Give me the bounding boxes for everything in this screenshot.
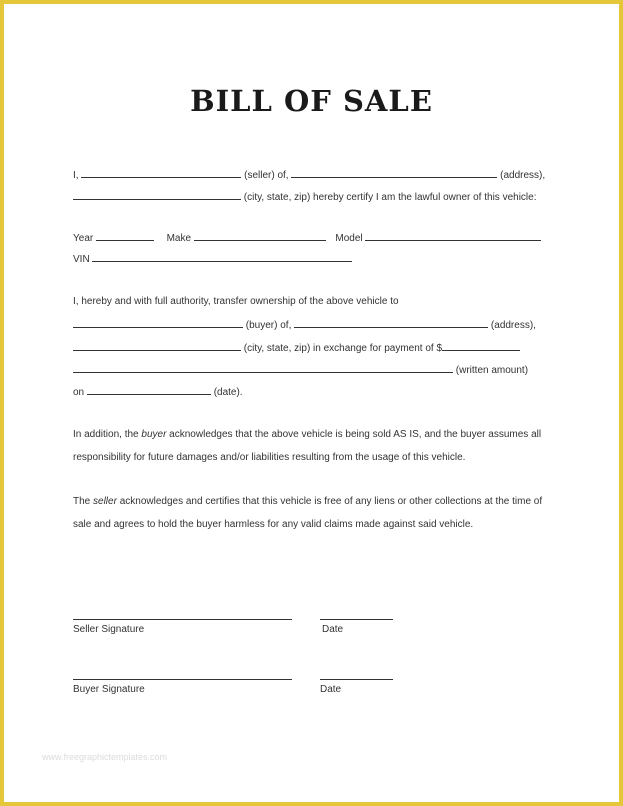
buyer-date-label: Date: [320, 684, 342, 695]
seller-address-field[interactable]: [291, 168, 497, 178]
document-title: BILL OF SALE: [190, 84, 433, 118]
sale-date-label: (date).: [213, 387, 243, 398]
terms-paragraph-2: [73, 491, 553, 536]
buyer-address-label: (address),: [490, 320, 536, 331]
sale-date-line: [73, 385, 243, 399]
make-label: Make: [166, 233, 192, 244]
watermark: www.freegraphictemplates.com: [42, 752, 168, 762]
year-field[interactable]: [96, 231, 154, 241]
vin-line: [73, 252, 352, 266]
vehicle-line: [73, 231, 541, 245]
sale-date-field[interactable]: [87, 385, 211, 395]
terms-paragraph-1: [73, 424, 553, 469]
buyer-date-field[interactable]: [320, 679, 393, 680]
on-label: on: [73, 387, 85, 398]
seller-label: (seller) of,: [244, 170, 289, 181]
buyer-line: [73, 318, 536, 332]
transfer-intro: I, hereby and with full authority, transfer ownership of the above vehicle to: [73, 296, 399, 307]
buyer-city-field[interactable]: [73, 341, 241, 351]
written-amount-field[interactable]: [73, 363, 453, 373]
seller-ownership-text: (city, state, zip) hereby certify I am the lawful owner of this vehicle:: [243, 192, 537, 203]
buyer-address-field[interactable]: [294, 318, 488, 328]
buyer-label: (buyer) of,: [245, 320, 292, 331]
written-amount-label: (written amount): [455, 365, 529, 376]
buyer-name-field[interactable]: [73, 318, 243, 328]
terms-1-rest: acknowledges that the above vehicle is being sold AS IS, and the buyer assumes all responsibility for future damages and/or liabilities resulting from the usage of this vehicle.: [73, 429, 542, 463]
seller-intro: I,: [73, 170, 79, 181]
seller-signature-label: Seller Signature: [73, 624, 145, 635]
payment-text: (city, state, zip) in exchange for payment of $: [243, 343, 443, 354]
terms-2-seller: seller: [93, 496, 117, 507]
vin-label: VIN: [73, 254, 90, 265]
seller-date-field[interactable]: [320, 619, 393, 620]
make-field[interactable]: [194, 231, 326, 241]
model-field[interactable]: [365, 231, 541, 241]
seller-line-1: [73, 168, 545, 182]
payment-amount-field[interactable]: [442, 341, 520, 351]
year-label: Year: [73, 233, 94, 244]
buyer-signature-label: Buyer Signature: [73, 684, 145, 695]
written-amount-line: [73, 363, 528, 377]
terms-1-start: In addition, the: [73, 429, 142, 440]
seller-name-field[interactable]: [81, 168, 241, 178]
terms-2-rest: acknowledges and certifies that this vehicle is free of any liens or other collections at the time of sale and agrees to hold the buyer harmless for any valid claims made against said vehicle.: [73, 496, 543, 530]
seller-date-label: Date: [322, 624, 344, 635]
buyer-signature-field[interactable]: [73, 679, 292, 680]
terms-1-buyer: buyer: [141, 429, 167, 440]
payment-line: [73, 341, 520, 355]
vin-field[interactable]: [92, 252, 352, 262]
seller-address-label: (address),: [500, 170, 546, 181]
model-label: Model: [335, 233, 363, 244]
seller-signature-field[interactable]: [73, 619, 292, 620]
seller-city-field[interactable]: [73, 190, 241, 200]
terms-2-start: The: [73, 496, 94, 507]
seller-line-2: [73, 190, 537, 204]
